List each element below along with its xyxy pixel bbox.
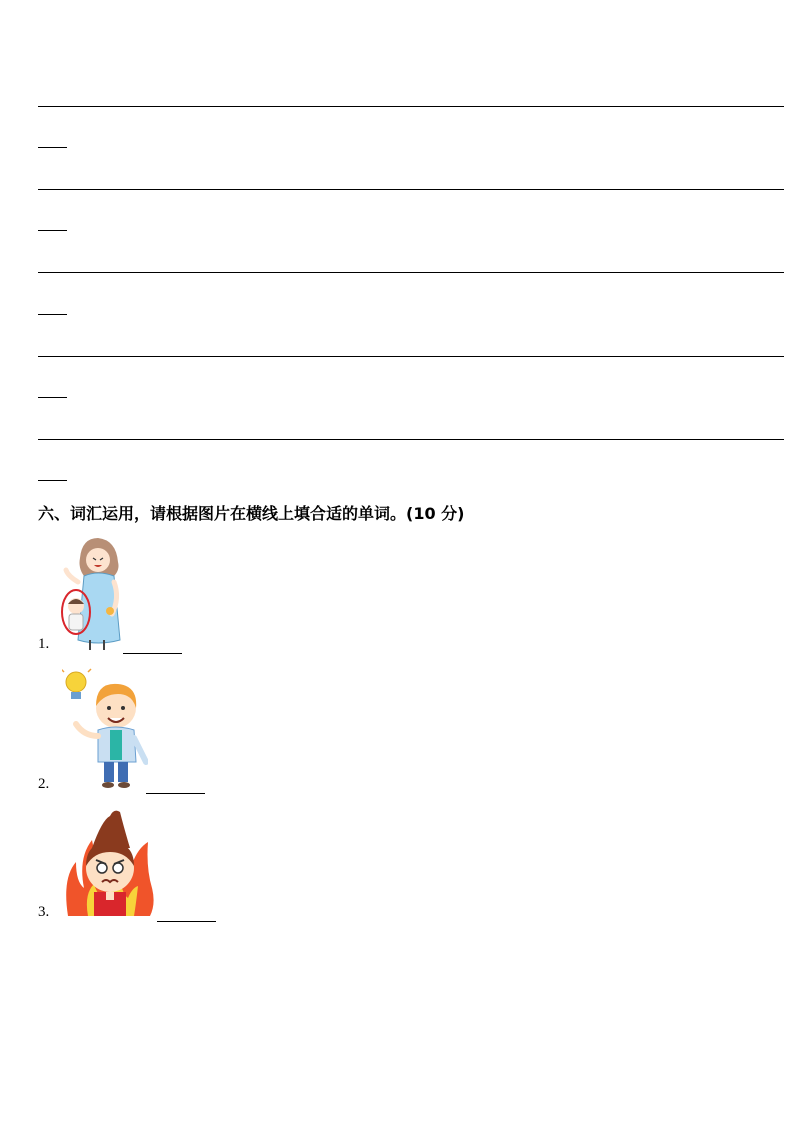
answer-blank[interactable] <box>123 653 182 654</box>
answer-dash <box>38 397 67 398</box>
answer-dash <box>38 230 67 231</box>
section-title: 六、词汇运用，请根据图片在横线上填合适的单词。(10 分) <box>38 504 465 523</box>
answer-blank[interactable] <box>146 793 205 794</box>
answer-dash <box>38 480 67 481</box>
answer-dash <box>38 147 67 148</box>
answer-rule <box>38 439 784 440</box>
answer-dash <box>38 314 67 315</box>
angry-girl-fire-illustration <box>62 808 156 918</box>
item-number: 2. <box>38 776 50 792</box>
boy-with-idea-lightbulb-illustration <box>62 666 148 790</box>
answer-rule <box>38 356 784 357</box>
answer-rule <box>38 272 784 273</box>
answer-rule <box>38 189 784 190</box>
answer-rule <box>38 106 784 107</box>
item-number: 3. <box>38 904 50 920</box>
item-number: 1. <box>38 636 50 652</box>
mother-with-child-illustration <box>58 536 128 650</box>
answer-blank[interactable] <box>157 921 216 922</box>
